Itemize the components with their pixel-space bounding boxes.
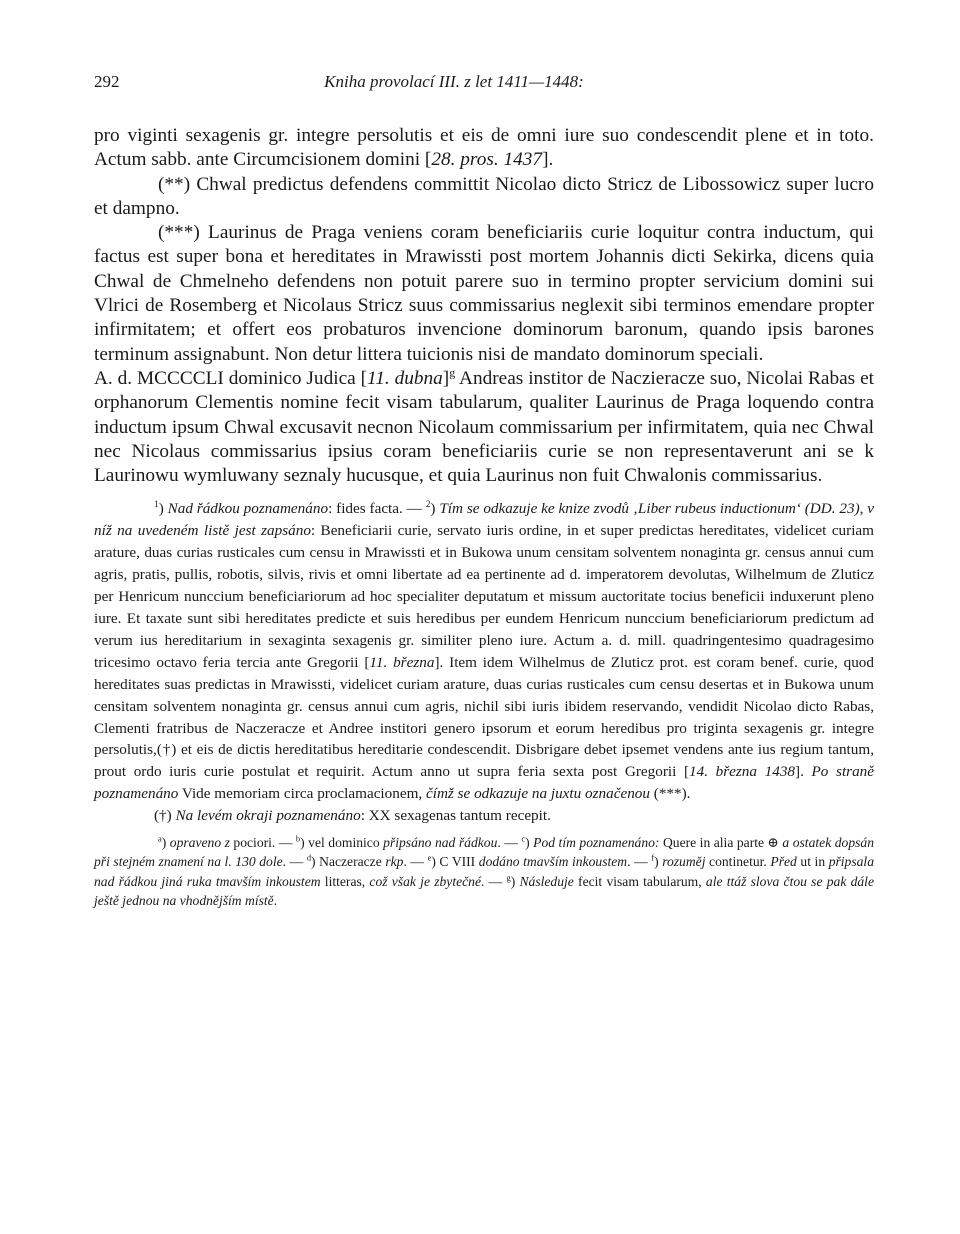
paragraph-3: (***) Laurinus de Praga veniens coram beneficiariis curie loquitur contra inductum, qui factus est super bona et hereditates in Mrawissti post mortem Johannis dicti Sekirka, dicens quia Chwal de Chmelneho defendens non potuit parere suo in termino propter servicium domini sui Vlrici de Rosemberg et Nicolaus Stricz suus commissarius neglexit sibi terminos emendare propter infirmitatem; et offert eos probaturos invencione dominorum baronum, quando ipsis barones terminum assignabunt. Non detur littera tuicionis nisi de mandato dominorum speciali.: [94, 222, 874, 365]
paragraph-4: A. d. MCCCCLI dominico Judica [11. dubna]$^g$ Andreas institor de Naczieracze suo, Nicolai Rabas et orphanorum Clementis nomine fecit visam tabularum, qualiter Laurinus de Praga loquendo contra inductum ipsum Chwal excusavit necnon Nicolaum commissarium per infirmitatem, quia nec Chwal nec Nicolaus commissarius ipsius coram beneficiariis curie se non representaverunt ani se k Laurinowu wymluwany seznaly hucusque, et quia Laurinus non fuit Chwalonis commissarius.: [94, 365, 874, 487]
paragraph-2: (**) Chwal predictus defendens committit Nicolao dicto Stricz de Libossowicz super lucro et dampno.: [94, 173, 874, 219]
variant-notes: [94, 833, 874, 911]
footnotes: [94, 498, 874, 827]
paragraph-1: pro viginti sexagenis gr. integre persolutis et eis de omni iure suo condescendit plene et in toto. Actum sabb. ante Circumcisionem domini [28. pros. 1437].: [94, 125, 874, 171]
running-title: Kniha provolací III. z let 1411—1448:: [324, 72, 584, 91]
page-number: 292: [94, 72, 120, 91]
footnote-dagger: (†) Na levém okraji poznamenáno: XX sexagenas tantum recepit.: [154, 807, 551, 825]
page: [94, 72, 874, 911]
main-text: [94, 124, 874, 488]
footnote-1-2: $^1$) Nad řádkou poznamenáno: fides facta. — $^2$) Tím se odkazuje ke knize zvodů ‚Liber rubeus inductionum‘ (DD. 23), v níž na uvedeném listě jest zapsáno: Beneficiarii curie, servato iuris ordine, in et super predictas hereditates, videlicet curiam arature, duas curias rusticales cum censu in Mrawissti et in Bukowa unum censitam solventem nonaginta gr. census annui cum agris, pratis, pullis, robotis, silvis, rivis et omni libertate ad ea pertinente ad d. imperatorem devolutas, Wilhelmum de Zluticz per Henricum nunccium beneficiariorum ad hoc specialiter deputatum et missum auctoritate tocius beneficii induxerunt pleno iure. Et taxate sunt sibi hereditates predicte et suis heredibus per eundem Henricum nunccium beneficiariorum predictum ad verum ius hereditarium in sexaginta sexagenis gr. similiter pleno iure. Actum a. d. mill. quadringentesimo quadragesimo tricesimo octavo feria tercia ante Gregorii [11. března]. Item idem Wilhelmus de Zluticz prot. est coram benef. curie, quod hereditates suas predictas in Mrawissti, videlicet curiam arature, duas curias rusticales cum censu desertas et in Bukowa unum censitam solventem nonaginta gr. census annui cum agris, nichil sibi iuris ibidem reservando, vendidit Nicolao dicto Rabas, Clementi fratribus de Naczeracze et Andree institori genero ipsorum et eorum heredibus pro triginta sexagenis gr. integre persolutis,(†) et eis de dictis hereditatibus hereditarie condescendit. Disbrigare debet ipsemet vendens ante ius regium tantum, prout ordo iuris curie postulat et requirit. Actum anno ut supra feria sexta post Gregorii [14. března 1438]. Po straně poznamenáno Vide memoriam circa proclamacionem, čímž se odkazuje na juxtu označenou (***).: [94, 500, 875, 803]
variant-notes-text: $^a$) opraveno z pociori. — $^b$) vel dominico připsáno nad řádkou. — $^c$) Pod tím poznamenáno: Quere in alia parte ⊕ a ostatek dopsán při stejném znamení na l. 130 dole. — $^d$) Naczeracze rkp. — $^e$) C VIII dodáno tmavším inkoustem. — $^f$) rozuměj continetur. Před ut in připsala nad řádkou jiná ruka tmavším inkoustem litteras, což však je zbytečné. — $^g$) Následuje fecit visam tabularum, ale ttáž slova čtou se pak dále ještě jednou na vhodnějším místě.: [94, 833, 875, 909]
running-header: [94, 72, 874, 92]
